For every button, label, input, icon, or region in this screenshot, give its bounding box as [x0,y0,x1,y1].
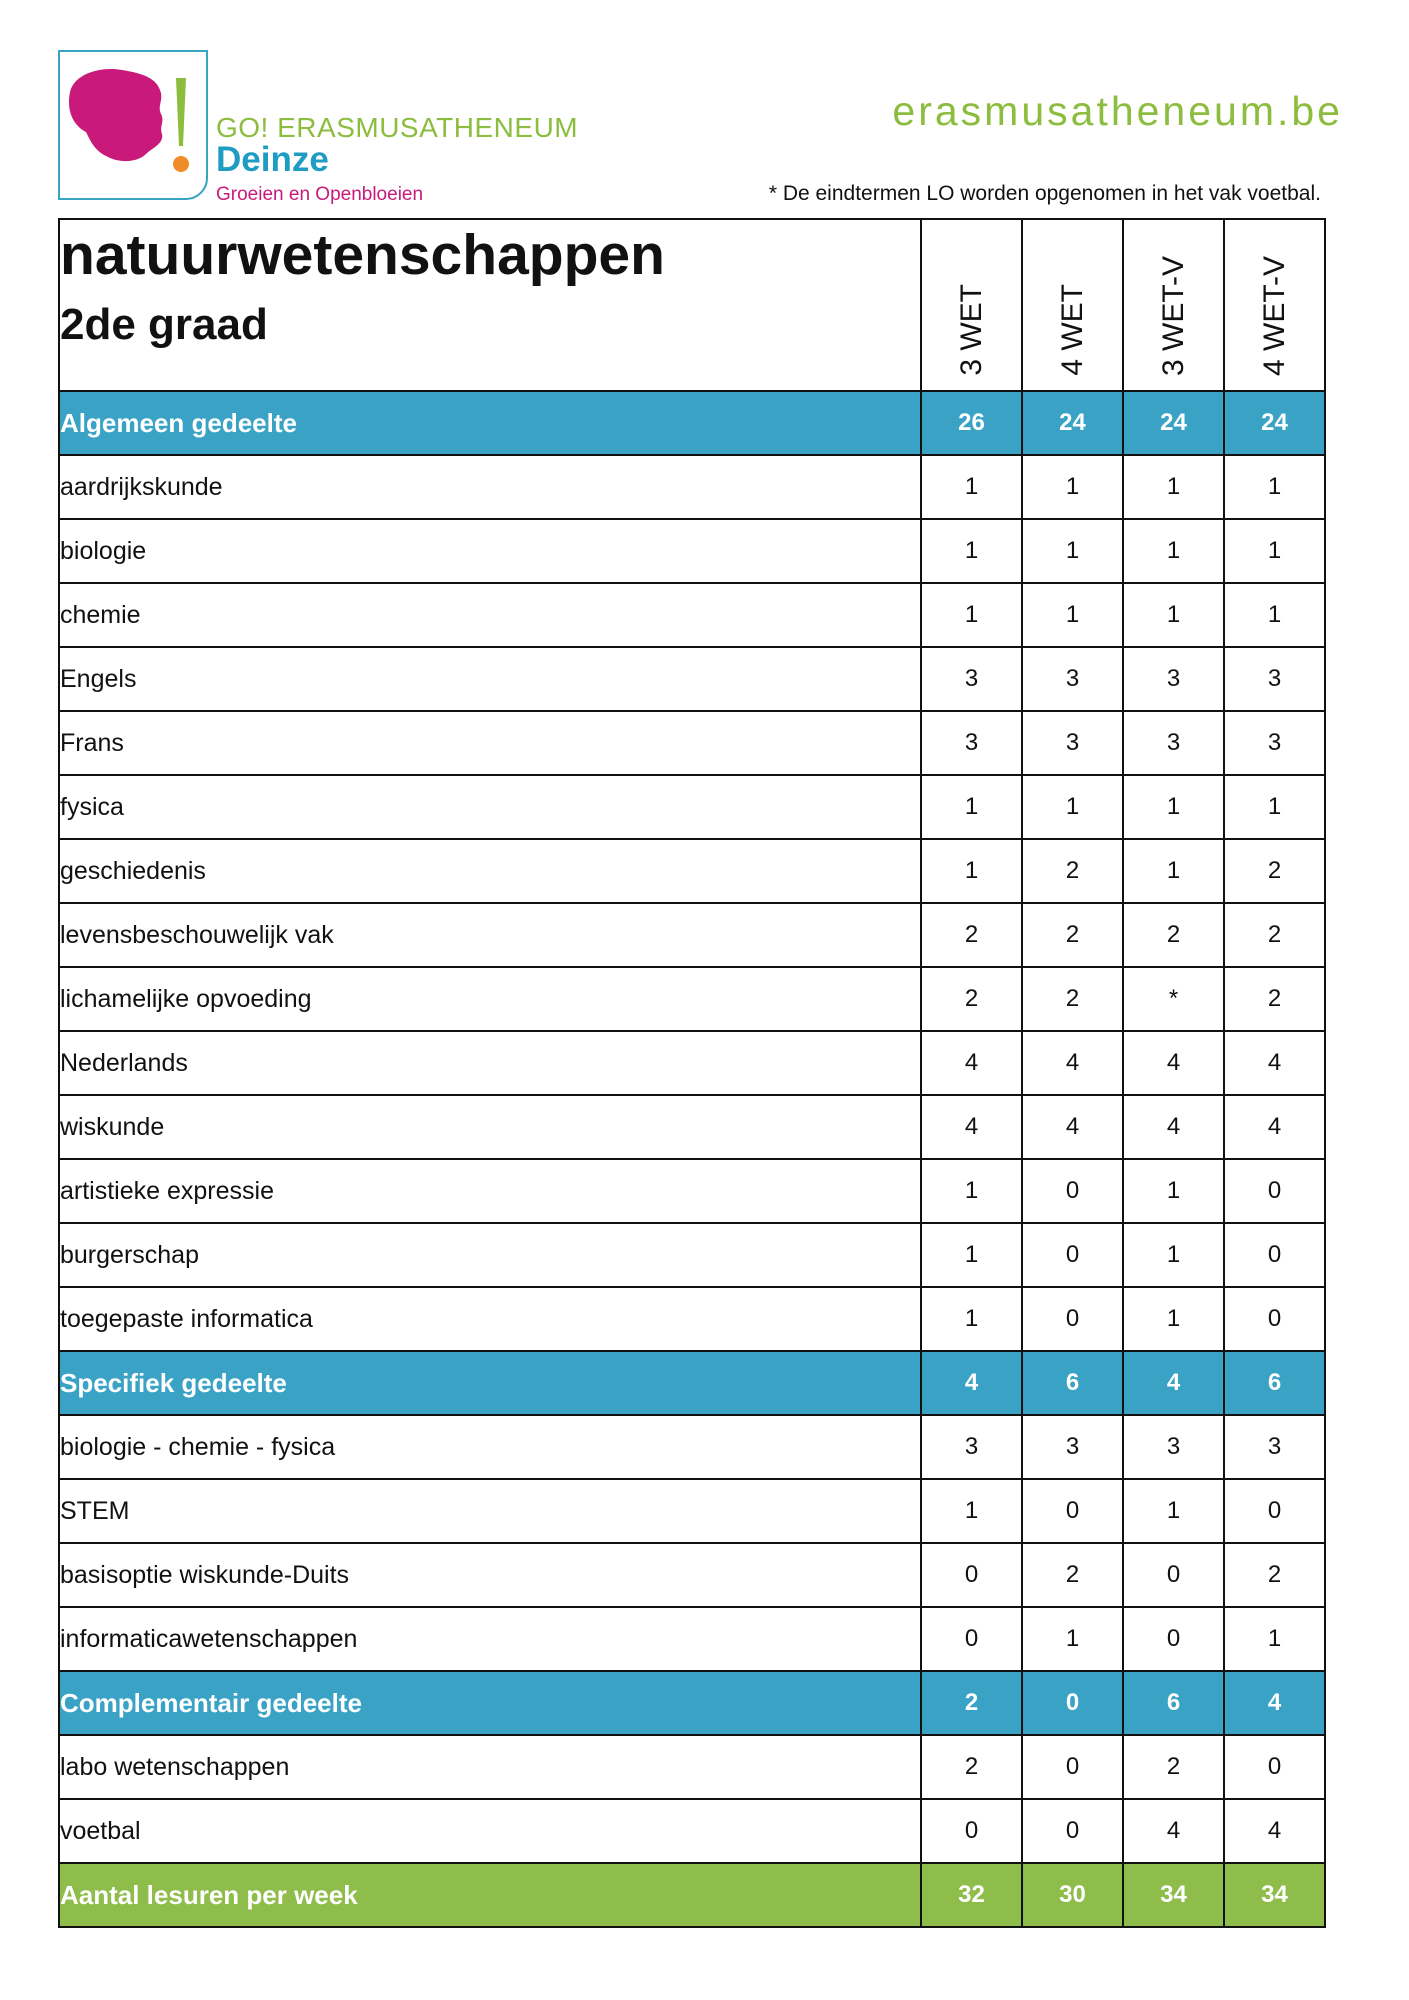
hours-cell: 2 [1224,1543,1325,1607]
total-row [59,1863,1325,1927]
table-row [59,1287,1325,1351]
table-row [59,1095,1325,1159]
curriculum-table [58,218,1326,1928]
table-row [59,903,1325,967]
brand-tagline: Groeien en Openbloeien [216,184,424,205]
hours-cell: 3 [921,647,1022,711]
column-header-label: 4 WET [1055,284,1089,376]
subject-label: Algemeen gedeelte [59,391,921,455]
school-logo-graphic [60,52,206,198]
column-header [1123,219,1224,391]
hours-cell: 4 [921,1031,1022,1095]
hours-cell: 4 [1123,1031,1224,1095]
hours-cell: 0 [1022,1223,1123,1287]
hours-cell: 4 [1123,1095,1224,1159]
brand-city: Deinze [216,140,329,179]
table-header-row [59,219,1325,391]
hours-cell: 24 [1224,391,1325,455]
column-header-label: 3 WET-V [1156,255,1190,376]
hours-cell: 6 [1022,1351,1123,1415]
hours-cell: 2 [1022,967,1123,1031]
hours-cell: 4 [1224,1031,1325,1095]
hours-cell: 1 [921,519,1022,583]
hours-cell: 0 [1224,1735,1325,1799]
table-row [59,1223,1325,1287]
hours-cell: 3 [1022,647,1123,711]
hours-cell: 1 [1022,519,1123,583]
hours-cell: 6 [1123,1671,1224,1735]
hours-cell: 3 [1123,711,1224,775]
hours-cell: 0 [1123,1607,1224,1671]
hours-cell: 4 [1022,1095,1123,1159]
brand-name: GO! ERASMUSATHENEUM [216,112,579,143]
hours-cell: 0 [921,1543,1022,1607]
hours-cell: 2 [921,1735,1022,1799]
table-row [59,1159,1325,1223]
subject-label: informaticawetenschappen [59,1607,921,1671]
hours-cell: 2 [1224,967,1325,1031]
hours-cell: 1 [1224,455,1325,519]
hours-cell: 2 [921,903,1022,967]
subject-label: STEM [59,1479,921,1543]
table-row [59,1543,1325,1607]
hours-cell: 24 [1022,391,1123,455]
hours-cell: 1 [921,775,1022,839]
hours-cell: 2 [1022,1543,1123,1607]
subject-label: Specifiek gedeelte [59,1351,921,1415]
footnote: * De eindtermen LO worden opgenomen in het vak voetbal. [768,182,1321,205]
subject-label: levensbeschouwelijk vak [59,903,921,967]
hours-cell: 4 [1123,1351,1224,1415]
hours-cell: 3 [1224,711,1325,775]
hours-cell: 30 [1022,1863,1123,1927]
subject-label: wiskunde [59,1095,921,1159]
column-header-label: 3 WET [954,284,988,376]
hours-cell: 1 [921,839,1022,903]
table-row [59,1607,1325,1671]
column-header [1022,219,1123,391]
table-row [59,711,1325,775]
table-row [59,839,1325,903]
hours-cell: 3 [921,1415,1022,1479]
hours-cell: 0 [921,1799,1022,1863]
hours-cell: 1 [921,455,1022,519]
hours-cell: 34 [1123,1863,1224,1927]
hours-cell: 0 [1224,1287,1325,1351]
hours-cell: 0 [1123,1543,1224,1607]
subject-label: toegepaste informatica [59,1287,921,1351]
table-row [59,1799,1325,1863]
table-row [59,519,1325,583]
subject-label: Nederlands [59,1031,921,1095]
hours-cell: 2 [1022,903,1123,967]
hours-cell: 1 [921,1223,1022,1287]
hours-cell: 2 [1123,1735,1224,1799]
hours-cell: 26 [921,391,1022,455]
subject-label: artistieke expressie [59,1159,921,1223]
hours-cell: 0 [1224,1223,1325,1287]
column-header [1224,219,1325,391]
hours-cell: 4 [921,1095,1022,1159]
hours-cell: 0 [1022,1159,1123,1223]
hours-cell: 1 [1022,1607,1123,1671]
hours-cell: 4 [1224,1095,1325,1159]
hours-cell: 1 [921,1287,1022,1351]
hours-cell: 1 [1224,1607,1325,1671]
hours-cell: 2 [921,1671,1022,1735]
table-row [59,1415,1325,1479]
subject-label: geschiedenis [59,839,921,903]
head-silhouette [69,69,162,161]
hours-cell: 2 [1224,839,1325,903]
hours-cell: 24 [1123,391,1224,455]
table-row [59,775,1325,839]
school-logo [58,50,208,200]
hours-cell: 0 [1224,1479,1325,1543]
subject-label: Aantal lesuren per week [59,1863,921,1927]
hours-cell: 1 [1022,775,1123,839]
table-row [59,1031,1325,1095]
hours-cell: 0 [1022,1799,1123,1863]
column-header [921,219,1022,391]
table-title-cell [59,219,921,391]
subject-label: voetbal [59,1799,921,1863]
subject-label: basisoptie wiskunde-Duits [59,1543,921,1607]
section-row [59,1351,1325,1415]
hours-cell: 1 [1123,775,1224,839]
section-row [59,1671,1325,1735]
table-row [59,967,1325,1031]
hours-cell: 3 [1022,1415,1123,1479]
hours-cell: 1 [1022,455,1123,519]
table-title: natuurwetenschappen [60,223,665,287]
hours-cell: 3 [1123,1415,1224,1479]
hours-cell: 2 [1123,903,1224,967]
hours-cell: 1 [1224,775,1325,839]
hours-cell: 1 [1123,1159,1224,1223]
subject-label: biologie - chemie - fysica [59,1415,921,1479]
hours-cell: 1 [921,1159,1022,1223]
hours-cell: 1 [1022,583,1123,647]
hours-cell: 4 [1224,1671,1325,1735]
section-row [59,391,1325,455]
hours-cell: 0 [1022,1287,1123,1351]
table-row [59,1735,1325,1799]
hours-cell: 0 [1224,1159,1325,1223]
table-row [59,455,1325,519]
subject-label: aardrijkskunde [59,455,921,519]
subject-label: lichamelijke opvoeding [59,967,921,1031]
hours-cell: 4 [1224,1799,1325,1863]
hours-cell: 2 [1022,839,1123,903]
table-row [59,583,1325,647]
table-row [59,647,1325,711]
hours-cell: 0 [1022,1479,1123,1543]
hours-cell: 1 [1123,1287,1224,1351]
subject-label: burgerschap [59,1223,921,1287]
website-link[interactable]: erasmusatheneum.be [892,88,1343,134]
subject-label: labo wetenschappen [59,1735,921,1799]
hours-cell: 3 [1224,1415,1325,1479]
hours-cell: 1 [1123,519,1224,583]
column-header-label: 4 WET-V [1257,255,1291,376]
hours-cell: 3 [1123,647,1224,711]
hours-cell: 1 [1123,1223,1224,1287]
hours-cell: 0 [921,1607,1022,1671]
hours-cell: 1 [1224,519,1325,583]
subject-label: Complementair gedeelte [59,1671,921,1735]
hours-cell: 6 [1224,1351,1325,1415]
hours-cell: 4 [1022,1031,1123,1095]
hours-cell: 1 [921,1479,1022,1543]
subject-label: fysica [59,775,921,839]
hours-cell: 0 [1022,1671,1123,1735]
hours-cell: 1 [1123,839,1224,903]
hours-cell: 1 [921,583,1022,647]
subject-label: Frans [59,711,921,775]
hours-cell: 4 [1123,1799,1224,1863]
hours-cell: 1 [1123,455,1224,519]
subject-label: chemie [59,583,921,647]
hours-cell: 2 [921,967,1022,1031]
hours-cell: 3 [1022,711,1123,775]
hours-cell: 1 [1123,583,1224,647]
hours-cell: 2 [1224,903,1325,967]
hours-cell: 1 [1123,1479,1224,1543]
exclamation-bar [176,78,186,146]
hours-cell: * [1123,967,1224,1031]
hours-cell: 0 [1022,1735,1123,1799]
subject-label: Engels [59,647,921,711]
subject-label: biologie [59,519,921,583]
hours-cell: 1 [1224,583,1325,647]
exclamation-dot [173,156,189,172]
table-row [59,1479,1325,1543]
hours-cell: 32 [921,1863,1022,1927]
table-subtitle: 2de graad [60,299,268,349]
hours-cell: 3 [1224,647,1325,711]
hours-cell: 3 [921,711,1022,775]
hours-cell: 34 [1224,1863,1325,1927]
hours-cell: 4 [921,1351,1022,1415]
